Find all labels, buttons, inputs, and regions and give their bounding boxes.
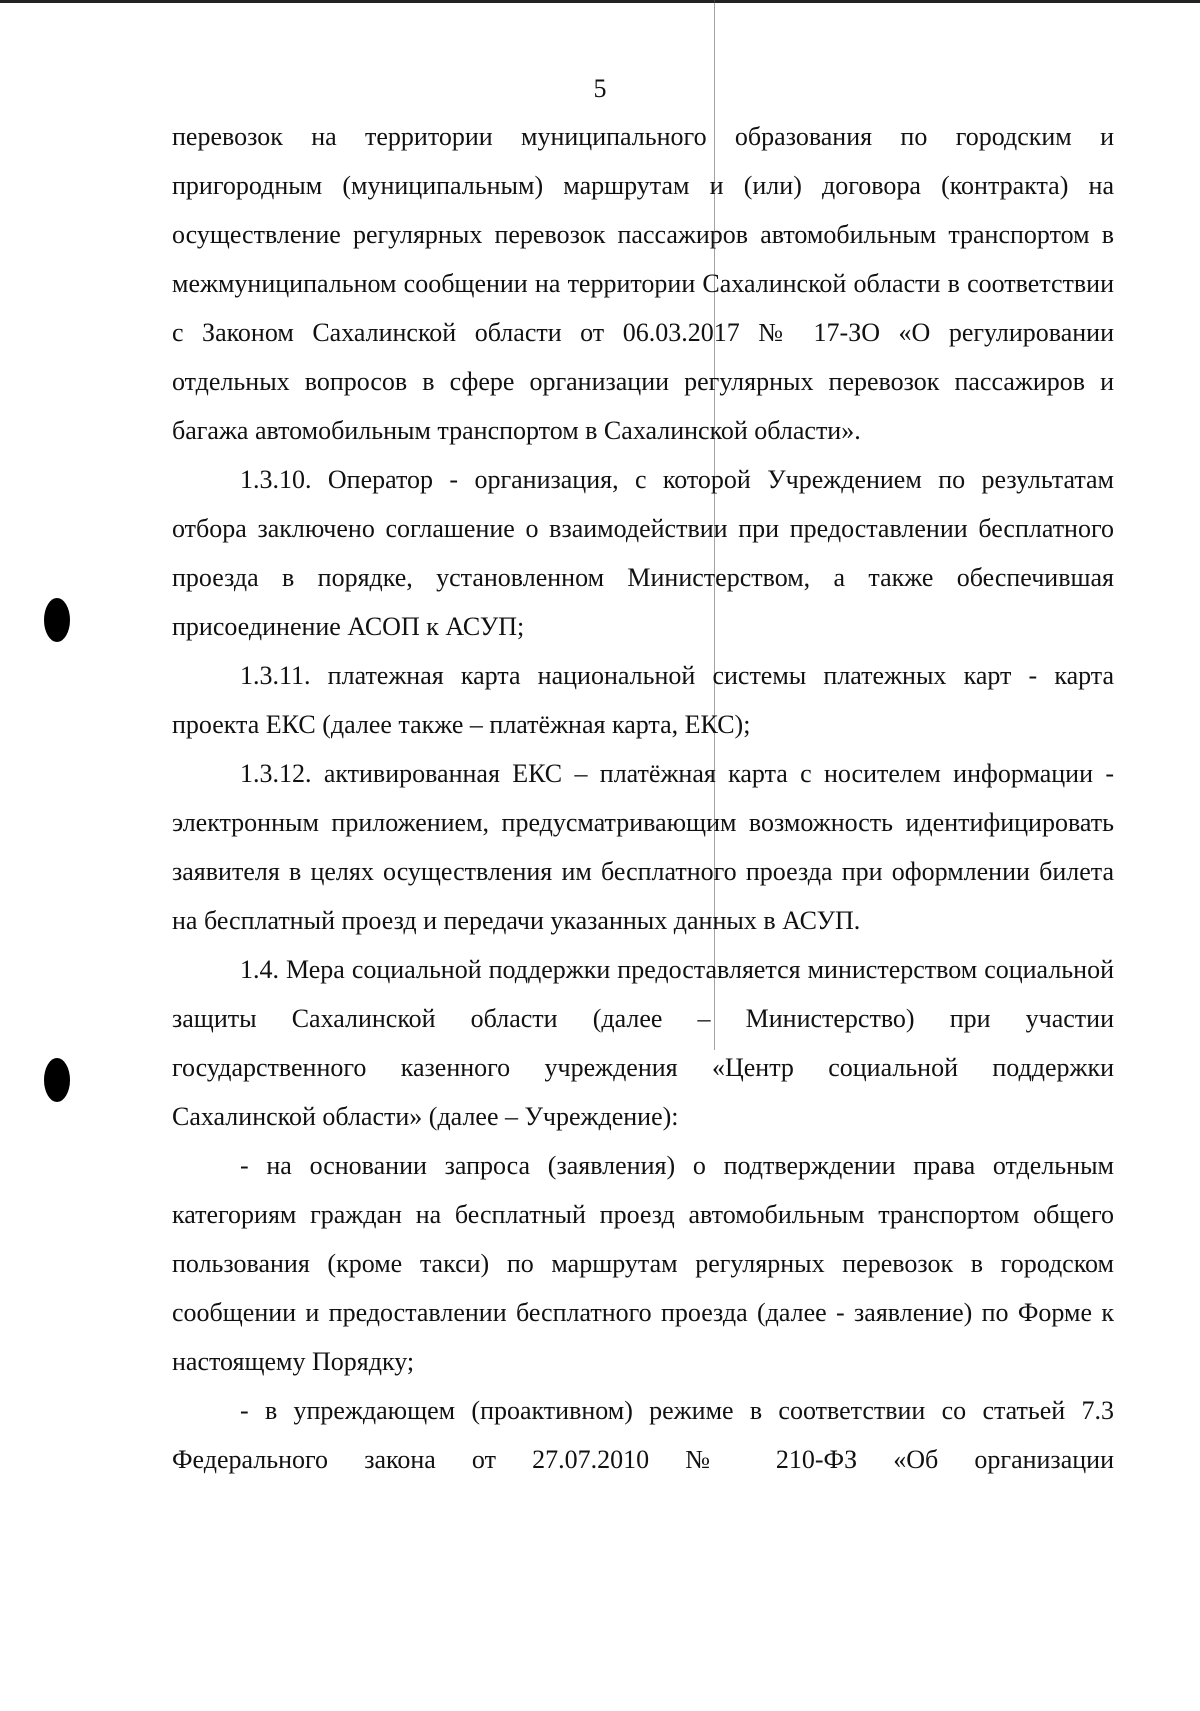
punch-hole-upper xyxy=(44,598,70,642)
page-number: 5 xyxy=(593,74,607,103)
punch-hole-lower xyxy=(44,1058,70,1102)
paragraph-1-3-12: 1.3.12. активированная ЕКС – платёжная карта с носителем информации - электронным приложением, предусматривающим возможность идентифицировать заявителя в целях осуществления им бесплатного проезда при оформлении билета на бесплатный проезд и передачи указанных данных в АСУП. xyxy=(172,759,1114,935)
scan-top-edge xyxy=(0,0,1200,3)
paragraph-1-4: 1.4. Мера социальной поддержки предоставляется министерством социальной защиты Сахалинской области (далее – Министерство) при участии государственного казенного учреждения «Центр социальной поддержки Сахалинской области» (далее – Учреждение): xyxy=(172,955,1114,1131)
paragraph-request-basis: - на основании запроса (заявления) о подтверждении права отдельным категориям граждан на бесплатный проезд автомобильным транспортом общего пользования (кроме такси) по маршрутам регулярных перевозок в городском сообщении и предоставлении бесплатного проезда (далее - заявление) по Форме к настоящему Порядку; xyxy=(172,1151,1114,1376)
paragraph-1-3-10: 1.3.10. Оператор - организация, с которой Учреждением по результатам отбора заключено соглашение о взаимодействии при предоставлении бесплатного проезда в порядке, установленном Министерством, а также обеспечившая присоединение АСОП к АСУП; xyxy=(172,465,1114,641)
paragraph-proactive-mode: - в упреждающем (проактивном) режиме в соответствии со статьей 7.3 Федерального закона от 27.07.2010 № 210-ФЗ «Об организации xyxy=(172,1396,1114,1474)
document-body xyxy=(172,112,1114,1484)
paragraph-continuation: перевозок на территории муниципального образования по городским и пригородным (муниципальным) маршрутам и (или) договора (контракта) на осуществление регулярных перевозок пассажиров автомобильным транспортом в межмуниципальном сообщении на территории Сахалинской области в соответствии с Законом Сахалинской области от 06.03.2017 № 17-ЗО «О регулировании отдельных вопросов в сфере организации регулярных перевозок пассажиров и багажа автомобильным транспортом в Сахалинской области». xyxy=(172,122,1114,445)
paragraph-1-3-11: 1.3.11. платежная карта национальной системы платежных карт - карта проекта ЕКС (далее также – платёжная карта, ЕКС); xyxy=(172,661,1114,739)
